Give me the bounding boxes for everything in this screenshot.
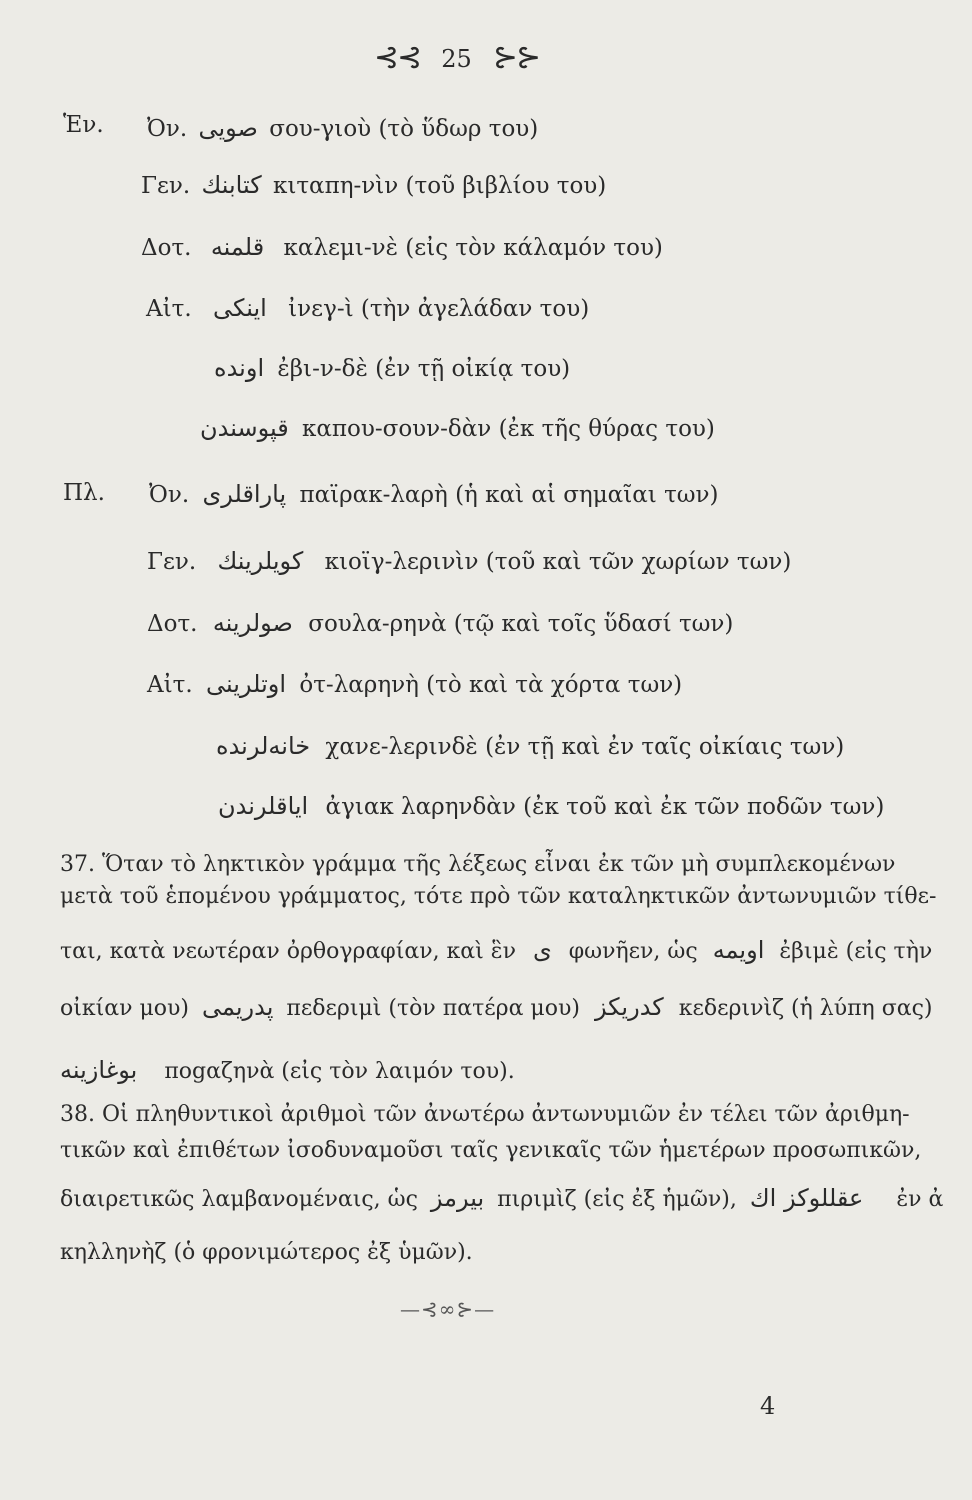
text-segment: πιριμὶζ (εἰς ἐξ ἡμῶν),	[497, 1187, 737, 1212]
ottoman-word: عقللوكز اك	[749, 1184, 864, 1212]
text-segment: οἰκίαν μου)	[60, 996, 189, 1021]
greek-transliteration: σουλα-ρηνὰ (τῷ καὶ τοῖς ὕδασί των)	[308, 611, 734, 637]
printer-signature: 4	[760, 1392, 776, 1420]
declension-row	[147, 547, 791, 575]
ottoman-word: اينكى	[212, 294, 267, 322]
ottoman-word: قلمنه	[210, 233, 265, 261]
greek-transliteration: κιοϊγ-λερινὶν (τοῦ καὶ τῶν χωρίων των)	[324, 549, 792, 575]
paragraph-37-line-4	[60, 993, 933, 1021]
end-ornament: —⊰∞⊱—	[400, 1297, 496, 1321]
ottoman-word: صولرينه	[212, 609, 293, 637]
singular-label: Ἑν.	[63, 112, 104, 138]
declension-row	[147, 609, 733, 637]
paragraph-38-line-3	[60, 1184, 943, 1212]
plural-label: Πλ.	[63, 480, 105, 506]
case-label: Ὀν.	[147, 116, 188, 142]
left-ornament: ⊰⊰	[374, 40, 421, 75]
declension-row	[200, 414, 715, 442]
case-label: Δοτ.	[141, 235, 192, 261]
declension-row	[141, 233, 663, 261]
ottoman-word: اياقلرندن	[218, 792, 309, 820]
text-segment: ποgαζηνὰ (εἰς τὸν λαιμόν του).	[164, 1059, 515, 1084]
paragraph-38-line-2: τικῶν καὶ ἐπιθέτων ἰσοδυναμοῦσι ταῖς γενικαῖς τῶν ἡμετέρων προσωπικῶν,	[60, 1138, 922, 1163]
paragraph-38-line-4: κηλληνὴζ (ὁ φρονιμώτερος ἐξ ὑμῶν).	[60, 1240, 473, 1265]
ottoman-word: بيرمز	[430, 1184, 485, 1212]
greek-transliteration: παϊρακ-λαρὴ (ἡ καὶ αἱ σημαῖαι των)	[299, 482, 719, 508]
ottoman-word: قپوسندن	[200, 414, 289, 442]
ottoman-word: كويلرينك	[217, 547, 304, 575]
case-label: Δοτ.	[147, 611, 198, 637]
greek-transliteration: χανε-λερινδὲ (ἐν τῇ καὶ ἐν ταῖς οἰκίαις των)	[325, 734, 845, 760]
declension-row	[149, 480, 719, 508]
ottoman-word: بوغازينه	[60, 1056, 138, 1084]
declension-row	[147, 114, 538, 142]
declension-row	[218, 792, 884, 820]
ottoman-word: پاراقلرى	[202, 480, 287, 508]
case-label: Γεν.	[147, 549, 197, 575]
greek-transliteration: σου-γιοὺ (τὸ ὕδωρ του)	[269, 116, 539, 142]
greek-transliteration: καπου-σουν-δὰν (ἐκ τῆς θύρας του)	[302, 416, 715, 442]
text-segment: ται, κατὰ νεωτέραν ὀρθογραφίαν, καὶ ἓν	[60, 939, 516, 964]
ottoman-word: ى	[532, 936, 552, 964]
declension-row	[147, 670, 682, 698]
text-segment: κεδερινὶζ (ἡ λύπη σας)	[678, 996, 933, 1021]
ottoman-word: خانه‌لرنده	[216, 732, 311, 760]
ottoman-word: صويى	[198, 114, 258, 142]
greek-transliteration: καλεμι-νὲ (εἰς τὸν κάλαμόν του)	[283, 235, 663, 261]
greek-transliteration: κιταπη-νὶν (τοῦ βιβλίου του)	[272, 173, 607, 199]
case-label: Ὀν.	[149, 482, 190, 508]
text-segment: διαιρετικῶς λαμβανομέναις, ὡς	[60, 1187, 418, 1212]
declension-row	[214, 354, 570, 382]
case-label: Αἰτ.	[146, 296, 192, 322]
ottoman-word: اونده	[214, 354, 265, 382]
ottoman-word: كتابنك	[201, 171, 262, 199]
case-label: Αἰτ.	[147, 672, 193, 698]
page-number: 25	[441, 45, 472, 73]
page-header	[374, 40, 539, 75]
text-segment: ἐβιμὲ (εἰς τὴν	[779, 939, 933, 964]
case-label: Γεν.	[141, 173, 191, 199]
greek-transliteration: ἰνεγ-ὶ (τὴν ἀγελάδαν του)	[288, 296, 590, 322]
ottoman-word: اوتلرينى	[205, 670, 287, 698]
greek-transliteration: ὀτ-λαρηνὴ (τὸ καὶ τὰ χόρτα των)	[299, 672, 683, 698]
text-segment: ἐν ἀ	[896, 1187, 944, 1212]
declension-row	[216, 732, 844, 760]
declension-row	[146, 294, 589, 322]
ottoman-word: اويمه	[712, 936, 765, 964]
right-ornament: ⊱⊱	[492, 40, 540, 75]
text-segment: πεδεριμὶ (τὸν πατέρα μου)	[286, 996, 580, 1021]
greek-transliteration: ἐβι-ν-δὲ (ἐν τῇ οἰκίᾳ του)	[277, 356, 571, 382]
ottoman-word: پدريمى	[201, 993, 274, 1021]
paragraph-37-line-3	[60, 936, 932, 964]
text-segment: φωνῆεν, ὡς	[568, 939, 698, 964]
paragraph-37-line-1: 37. Ὅταν τὸ ληκτικὸν γράμμα τῆς λέξεως εἶναι ἐκ τῶν μὴ συμπλεκομένων	[60, 852, 896, 877]
declension-row	[141, 171, 606, 199]
paragraph-37-line-5	[60, 1056, 515, 1084]
greek-transliteration: ἀγιακ λαρηνδὰν (ἐκ τοῦ καὶ ἐκ τῶν ποδῶν των)	[325, 794, 885, 820]
paragraph-38-line-1: 38. Οἱ πληθυντικοὶ ἀριθμοὶ τῶν ἀνωτέρω ἀντωνυμιῶν ἐν τέλει τῶν ἀριθμη-	[60, 1102, 910, 1127]
paragraph-37-line-2: μετὰ τοῦ ἑπομένου γράμματος, τότε πρὸ τῶν καταληκτικῶν ἀντωνυμιῶν τίθε-	[60, 884, 937, 909]
ottoman-word: كدريكز	[594, 993, 664, 1021]
